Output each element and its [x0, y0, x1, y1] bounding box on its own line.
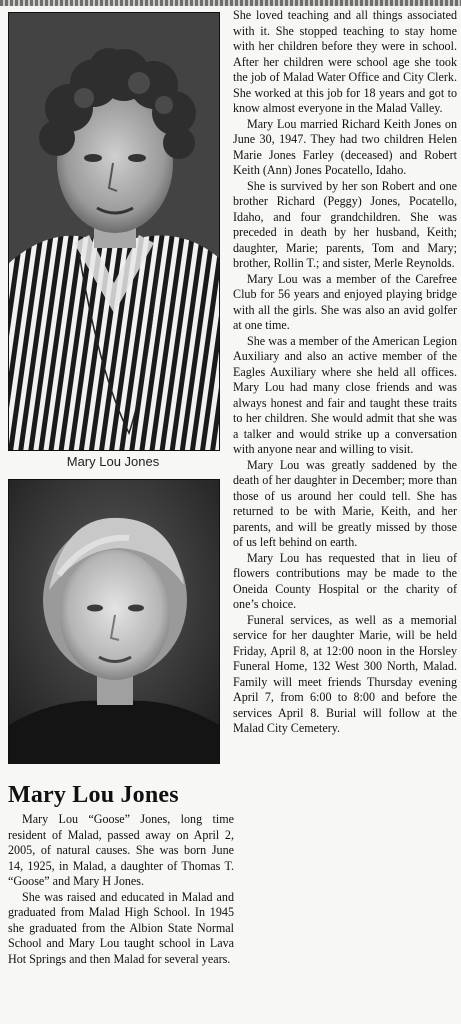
- photo-caption: Mary Lou Jones: [66, 454, 160, 469]
- paragraph: She was a member of the American Legion Auxiliary and also an active member of the Eagles Auxiliary where she held all offices. Mary Lou had many close friends and was always honest and fair and taught these traits to her children. She would admit that she was a talker and would strike up a conversation with anyone near and willing to visit.: [233, 333, 457, 456]
- paragraph: She loved teaching and all things associated with it. She stopped teaching to stay home with her children before they were in school. After her children were school age she took the job of Malad Water Office and City Clerk. She worked at this job for 18 years and got to know almost everyone in the Malad Valley.: [233, 8, 457, 115]
- obituary-headline: Mary Lou Jones: [8, 782, 179, 808]
- obituary-text-right-column: [233, 8, 457, 737]
- portrait-photo-older-image: [9, 13, 219, 450]
- paragraph: Mary Lou was greatly saddened by the death of her daughter in December; more than those of us around her could tell. She has returned to be with Marie, Keith, and her parents, and will be greatly missed by those of us left behind on earth.: [233, 457, 457, 549]
- paragraph: Mary Lou has requested that in lieu of flowers contributions may be made to the Oneida County Hospital or the charity of one’s choice.: [233, 550, 457, 611]
- portrait-photo-younger-image: [9, 480, 219, 763]
- portrait-photo-older: [8, 12, 220, 451]
- paragraph: Mary Lou was a member of the Carefree Club for 56 years and enjoyed playing bridge with all the girls. She was also an avid golfer at one time.: [233, 271, 457, 332]
- top-border-rule: [0, 0, 461, 6]
- obituary-text-left-column: [8, 812, 234, 967]
- paragraph: Funeral services, as well as a memorial service for her daughter Marie, will be held Friday, April 8, at 12:00 noon in the Horsley Funeral Home, 132 West 300 North, Malad. Family will meet friends Thursday evening April 7, from 6:00 to 8:00 and before the services April 8. Burial will follow at the Malad City Cemetery.: [233, 612, 457, 735]
- portrait-photo-younger: [8, 479, 220, 764]
- paragraph: Mary Lou married Richard Keith Jones on June 30, 1947. They had two children Helen Marie Jones Farley (deceased) and Robert Keith (Ann) Jones Pocatello, Idaho.: [233, 116, 457, 177]
- paragraph: Mary Lou “Goose” Jones, long time resident of Malad, passed away on April 2, 2005, of natural causes. She was born June 14, 1925, in Malad, a daughter of Thomas T. “Goose” and Mary H Jones.: [8, 812, 234, 888]
- paragraph: She is survived by her son Robert and one brother Richard (Peggy) Jones, Pocatello, Idaho, and four grandchildren. She was preceded in death by her husband, Keith; daughter, Marie; parents, Tom and Mary; brother, Rollin T.; and sister, Merle Reynolds.: [233, 178, 457, 270]
- paragraph: She was raised and educated in Malad and graduated from Malad High School. In 1945 she graduated from the Albion State Normal School and Mary Lou taught school in Lava Hot Springs and then Malad for several years.: [8, 889, 234, 966]
